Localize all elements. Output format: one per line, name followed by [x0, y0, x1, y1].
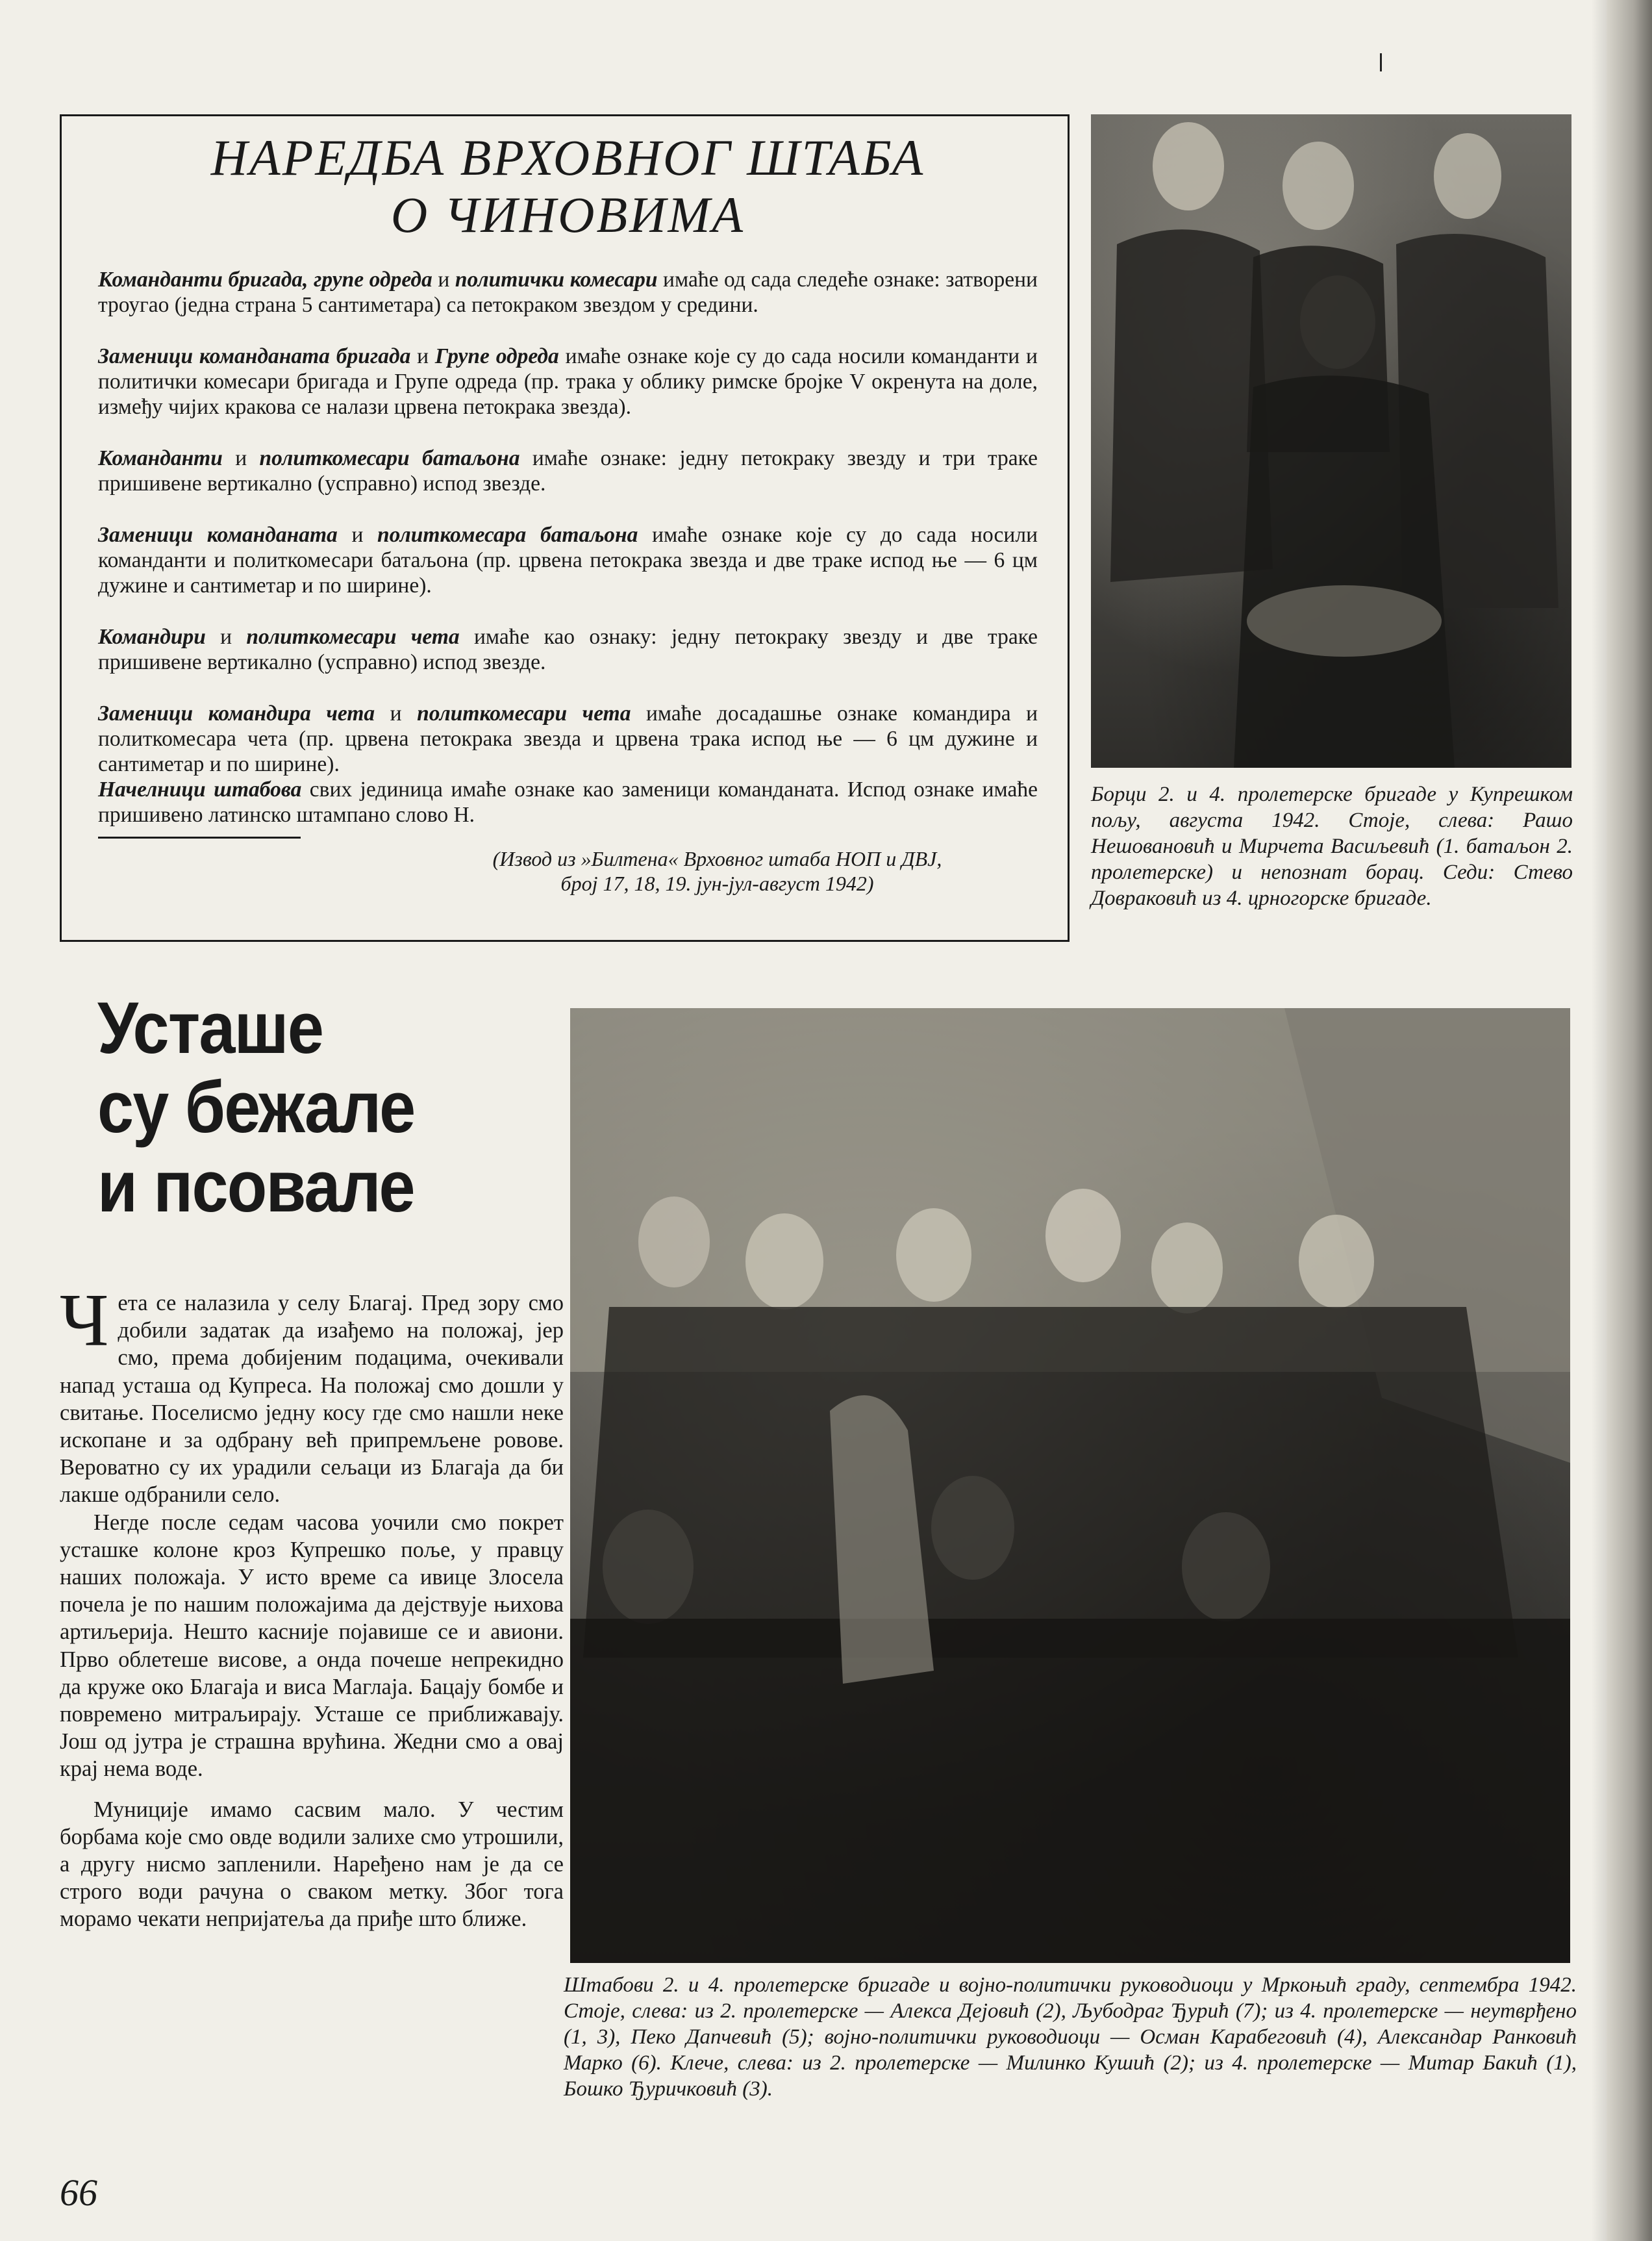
- photo-staffs-mrkonjic-grad: [570, 1008, 1570, 1963]
- decree-title-line2: О ЧИНОВИМА: [390, 186, 745, 243]
- decree-text: имаће ознаке: једну петокраку звезду и три траке пришивене вертикално (усправно) испод звезде.: [98, 446, 1038, 496]
- article-paragraph: Муниције имамо сасвим мало. У честим борбама које смо овде водили залихе смо утрошили, а другу нисмо запленили. Наређено нам је да се строго води рачуна о сваком метку. Због тога морамо чекати непријатеља да приђе што ближе.: [60, 1797, 564, 1932]
- photo-big-caption: Штабови 2. и 4. пролетерске бригаде и војно-политички руководиоци у Мркоњић граду, септембра 1942. Стоје, слева: из 2. пролетерске — Алекса Дејовић (2), Љубодраг Ђурић (7); из 4. пролетерске — неутврђено (1, 3), Пеко Дапчевић (5); војно-политички руководиоци — Осман Карабеговић (4), Александар Ранковић Марко (6). Клече, слева: из 2. пролетерске — Милинко Кушић (2); из 4. пролетерске — Митар Бакић (1), Бошко Ђуричковић (3).: [564, 1973, 1577, 2101]
- decree-text: имаће ознаке које су до сада носили команданти и политички комесари бригада и Групе одреда (пр. трака у облику римске бројке V окренута на доле, између чијих кракова се налази црвена петокрака звезда).: [98, 344, 1038, 419]
- decree-mid: и: [337, 523, 378, 547]
- photo-figures: [570, 1008, 1570, 1963]
- drop-cap: Ч: [60, 1279, 109, 1362]
- signature-rule: [98, 837, 301, 839]
- decree-text: свих јединица имаће ознаке као заменици команданата. Испод ознаке имаће пришивено латинско штампано слово Н.: [98, 778, 1038, 827]
- decree-paragraph: [98, 777, 1038, 828]
- decree-paragraph: [98, 267, 1038, 318]
- decree-mid: и: [375, 702, 418, 726]
- decree-source-line1: (Извод из »Билтена« Врховног штаба НОП и ДВЈ,: [492, 847, 942, 870]
- decree-title: [98, 129, 1038, 244]
- decree-lead: Заменици командира чета: [98, 702, 375, 726]
- page-number: 66: [60, 2171, 97, 2214]
- photo-top-caption: Борци 2. и 4. пролетерске бригаде у Купрешком пољу, августа 1942. Стоје, слева: Рашо Нешовановић и Мирчета Васиљевић (1. батаљон 2. пролетерске) и непознат борац. Седи: Стево Довраковић из 4. црногорске бригаде.: [1091, 783, 1573, 910]
- decree-paragraph: [98, 344, 1038, 420]
- decree-lead: Команданти: [98, 446, 223, 470]
- decree-lead: Заменици команданата бригада: [98, 344, 411, 368]
- decree-lead: политкомесари чета: [246, 625, 460, 649]
- photo-fighters-kupres: [1091, 114, 1571, 768]
- decree-lead: политкомесари батаљона: [259, 446, 520, 470]
- article-body: [60, 1279, 564, 1933]
- decree-paragraph: [98, 624, 1038, 675]
- headline-line2: су бежале: [97, 1067, 415, 1148]
- decree-mid: и: [432, 268, 455, 292]
- decree-title-line1: НАРЕДБА ВРХОВНОГ ШТАБА: [210, 129, 925, 186]
- article-paragraph: [60, 1279, 564, 1509]
- decree-lead: политкомесара батаљона: [377, 523, 638, 547]
- decree-lead: Команданти бригада, групе одреда: [98, 268, 432, 292]
- scan-edge: [1607, 0, 1652, 2241]
- article-headline: [97, 989, 518, 1226]
- scan-shadow: [1591, 0, 1607, 2241]
- decree-mid: и: [222, 446, 260, 470]
- decree-lead: Заменици команданата: [98, 523, 338, 547]
- headline-line3: и псовале: [97, 1146, 414, 1227]
- decree-paragraph: [98, 522, 1038, 598]
- article-paragraph-text: ета се налазила у селу Благај. Пред зору смо добили задатак да изађемо на положај, јер смо, према добијеним подацима, очекивали напад усташа од Купреса. На положај смо дошли у свитање. Поселисмо једну косу где смо нашли неке ископане и за одбрану већ припремљене ровове. Вероватно су их урадили сељаци из Благаја да би лакше одбранили село.: [60, 1291, 564, 1508]
- decree-text: имаће ознаке које су до сада носили команданти и политкомесари батаљона (пр. црвена петокрака звезда и две траке испод ње — 6 цм дужине и сантиметар и по ширине).: [98, 523, 1038, 598]
- decree-text: имаће од сада следеће ознаке: затворени троугао (једна страна 5 сантиметара) са петокраком звездом у средини.: [98, 268, 1038, 317]
- decree-source: [403, 846, 1031, 896]
- photo-figures: [1091, 114, 1571, 768]
- article-paragraph: Негде после седам часова уочили смо покрет усташке колоне кроз Купрешко поље, у правцу наших положаја. У исто време са ивице Злосела почела је по нашим положајима да дејствује њихова артиљерија. Нешто касније појавише се и авиони. Прво облетеше висове, а онда почеше непрекидно да круже око Благаја и виса Маглаја. Бацају бомбе и повремено митраљирају. Усташе се приближавају. Још од јутра је страшна врућина. Жедни смо а овај крај нема воде.: [60, 1510, 564, 1782]
- decree-box: [60, 114, 1070, 942]
- decree-text: имаће као ознаку: једну петокраку звезду и две траке пришивене вертикално (усправно) испод звезде.: [98, 625, 1038, 674]
- decree-paragraph: [98, 446, 1038, 496]
- decree-source-line2: број 17, 18, 19. јун-јул-август 1942): [560, 872, 874, 895]
- decree-text: имаће досадашње ознаке командира и политкомесара чета (пр. црвена петокрака звезда и црвена трака испод ње — 6 цм дужине и сантиметар и по ширине).: [98, 702, 1038, 776]
- decree-lead: политички комесари: [455, 268, 658, 292]
- decree-lead: Начелници штабова: [98, 778, 302, 802]
- margin-mark: [1380, 53, 1382, 71]
- headline-line1: Усташе: [97, 987, 323, 1069]
- decree-paragraph: [98, 701, 1038, 777]
- decree-mid: и: [410, 344, 435, 368]
- decree-lead: Групе одреда: [434, 344, 559, 368]
- decree-mid: и: [205, 625, 247, 649]
- decree-lead: политкомесари чета: [417, 702, 631, 726]
- decree-lead: Командири: [98, 625, 206, 649]
